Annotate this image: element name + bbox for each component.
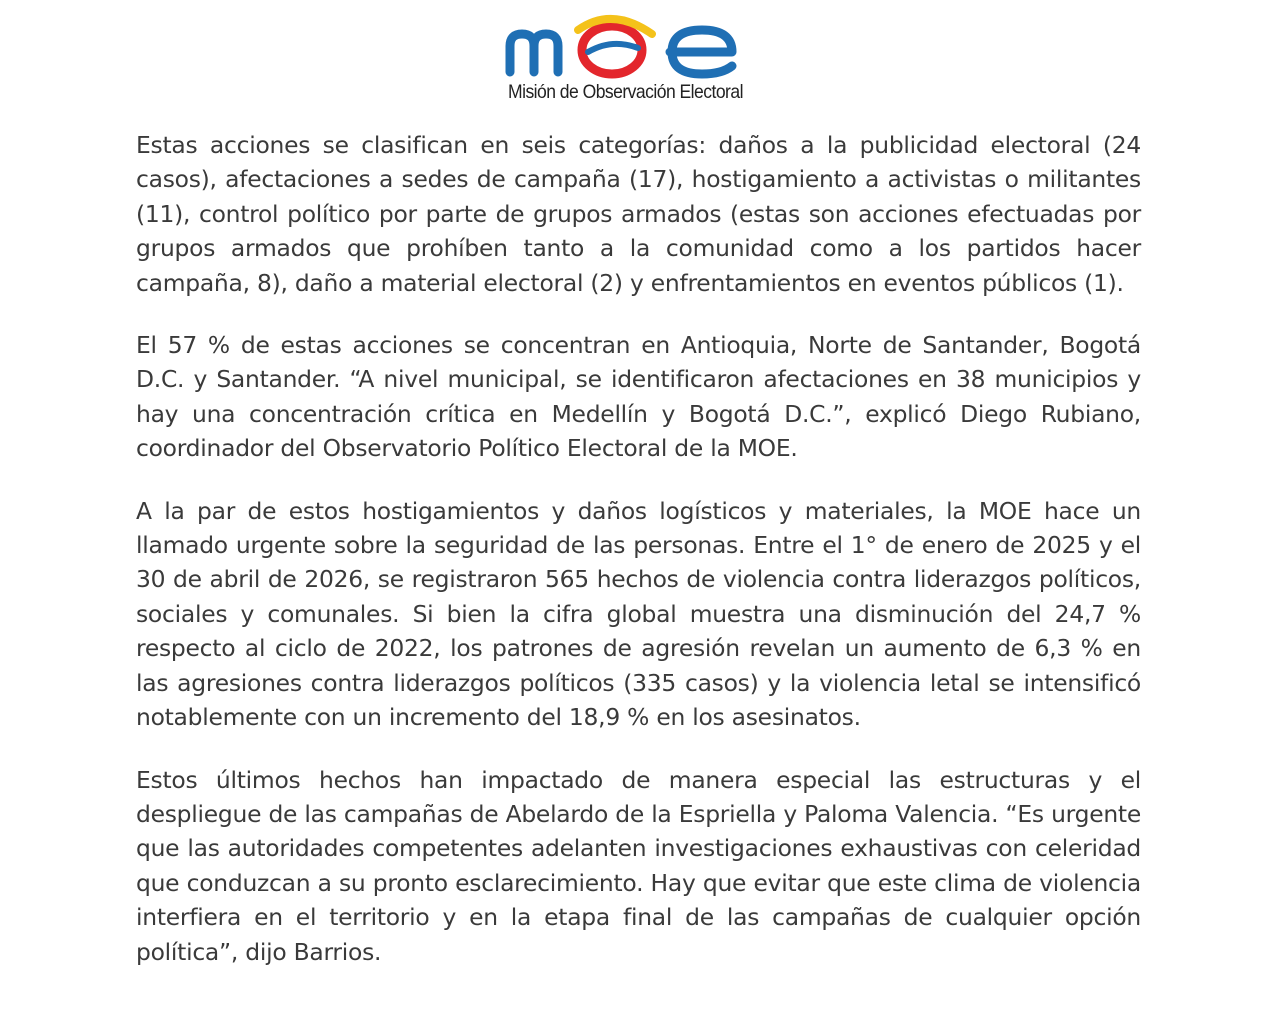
moe-logo-mark bbox=[500, 8, 750, 80]
logo-letter-e bbox=[670, 30, 732, 74]
moe-logo bbox=[500, 8, 750, 108]
paragraph-categories: Estas acciones se clasifican en seis categorías: daños a la publicidad electoral (24 casos), afectaciones a sedes de campaña (17), hostigamiento a activistas o militantes (11), control político por parte de grupos armados (estas son acciones efectuadas por grupos armados que prohíben tanto a la comunidad como a los partidos hacer campaña, 8), daño a material electoral (2) y enfrentamientos en eventos públicos (1). bbox=[136, 131, 1141, 297]
logo-letter-m bbox=[510, 34, 558, 72]
logo-subtitle: Misión de Observación Electoral bbox=[508, 81, 743, 103]
paragraph-campaign-impact: Estos últimos hechos han impactado de manera especial las estructuras y el despliegue de las campañas de Abelardo de la Espriella y Paloma Valencia. “Es urgente que las autoridades competentes adelanten investigaciones exhaustivas con celeridad que conduzcan a su pronto esclarecimiento. Hay que evitar que este clima de violencia interfiera en el territorio y en la etapa final de las campañas de cualquier opción política”, dijo Barrios. bbox=[136, 765, 1141, 966]
logo-swoosh-blue bbox=[588, 44, 638, 52]
article-body bbox=[136, 128, 1141, 997]
paragraph-regional-concentration: El 57 % de estas acciones se concentran en Antioquia, Norte de Santander, Bogotá D.C. y Santander. “A nivel municipal, se identificaron afectaciones en 38 municipios y hay una concentración crítica en Medellín y Bogotá D.C.”, explicó Diego Rubiano, coordinador del Observatorio Político Electoral de la MOE. bbox=[136, 331, 1141, 463]
paragraph-violence-figures: A la par de estos hostigamientos y daños logísticos y materiales, la MOE hace un llamado urgente sobre la seguridad de las personas. Entre el 1° de enero de 2025 y el 30 de abril de 2026, se registraron 565 hechos de violencia contra liderazgos políticos, sociales y comunales. Si bien la cifra global muestra una disminución del 24,7 % respecto al ciclo de 2022, los patrones de agresión revelan un aumento de 6,3 % en las agresiones contra liderazgos políticos (335 casos) y la violencia letal se intensificó notablemente con un incremento del 18,9 % en los asesinatos. bbox=[136, 496, 1141, 732]
